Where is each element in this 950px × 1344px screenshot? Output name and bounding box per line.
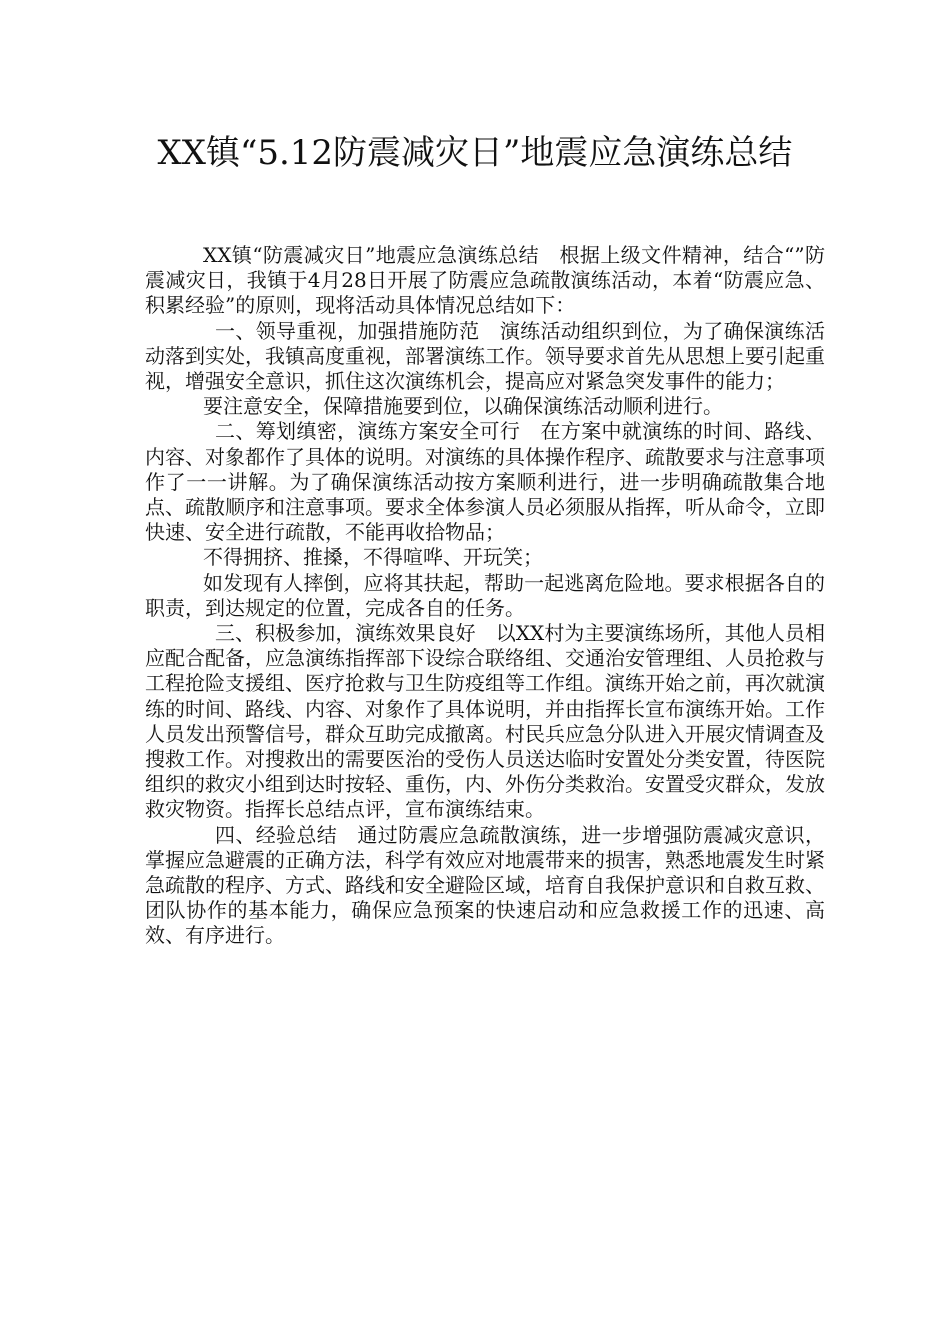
paragraph-section-4: 四、经验总结 通过防震应急疏散演练，进一步增强防震减灾意识，掌握应急避震的正确方法，科学有效应对地震带来的损害，熟悉地震发生时紧急疏散的程序、方式、路线和安全避险区域，培育自我保护意识和自救互救、团队协作的基本能力，确保应急预案的快速启动和应急救援工作的迅速、高效、有序进行。 bbox=[145, 822, 825, 948]
paragraph-section-2-note-2: 如发现有人摔倒，应将其扶起，帮助一起逃离危险地。要求根据各自的职责，到达规定的位置，完成各自的任务。 bbox=[145, 570, 825, 620]
paragraph-section-3: 三、积极参加，演练效果良好 以XX村为主要演练场所，其他人员相应配合配备，应急演练指挥部下设综合联络组、交通治安管理组、人员抢救与工程抢险支援组、医疗抢救与卫生防疫组等工作组。演练开始之前，再次就演练的时间、路线、内容、对象作了具体说明，并由指挥长宣布演练开始。工作人员发出预警信号，群众互助完成撤离。村民兵应急分队进入开展灾情调查及搜救工作。对搜救出的需要医治的受伤人员送达临时安置处分类安置，待医院组织的救灾小组到达时按轻、重伤，内、外伤分类救治。安置受灾群众，发放救灾物资。指挥长总结点评，宣布演练结束。 bbox=[145, 621, 825, 822]
paragraph-section-1: 一、领导重视，加强措施防范 演练活动组织到位，为了确保演练活动落到实处，我镇高度重视，部署演练工作。领导要求首先从思想上要引起重视，增强安全意识，抓住这次演练机会，提高应对紧急突发事件的能力； bbox=[145, 318, 825, 394]
paragraph-section-2-note-1: 不得拥挤、推搡，不得喧哗、开玩笑； bbox=[203, 545, 543, 570]
document-title: XX镇“5.12防震减灾日”地震应急演练总结 bbox=[157, 133, 793, 173]
paragraph-intro: XX镇“防震减灾日”地震应急演练总结 根据上级文件精神，结合“”防震减灾日，我镇于4月28日开展了防震应急疏散演练活动，本着“防震应急、积累经验”的原则，现将活动具体情况总结如下： bbox=[145, 243, 825, 318]
paragraph-section-1-note: 要注意安全，保障措施要到位，以确保演练活动顺利进行。 bbox=[203, 394, 723, 419]
document-body bbox=[145, 243, 825, 949]
paragraph-section-2: 二、筹划缜密，演练方案安全可行 在方案中就演练的时间、路线、内容、对象都作了具体的说明。对演练的具体操作程序、疏散要求与注意事项作了一一讲解。为了确保演练活动按方案顺利进行，进一步明确疏散集合地点、疏散顺序和注意事项。要求全体参演人员必须服从指挥，听从命令，立即快速、安全进行疏散，不能再收拾物品； bbox=[145, 419, 825, 545]
